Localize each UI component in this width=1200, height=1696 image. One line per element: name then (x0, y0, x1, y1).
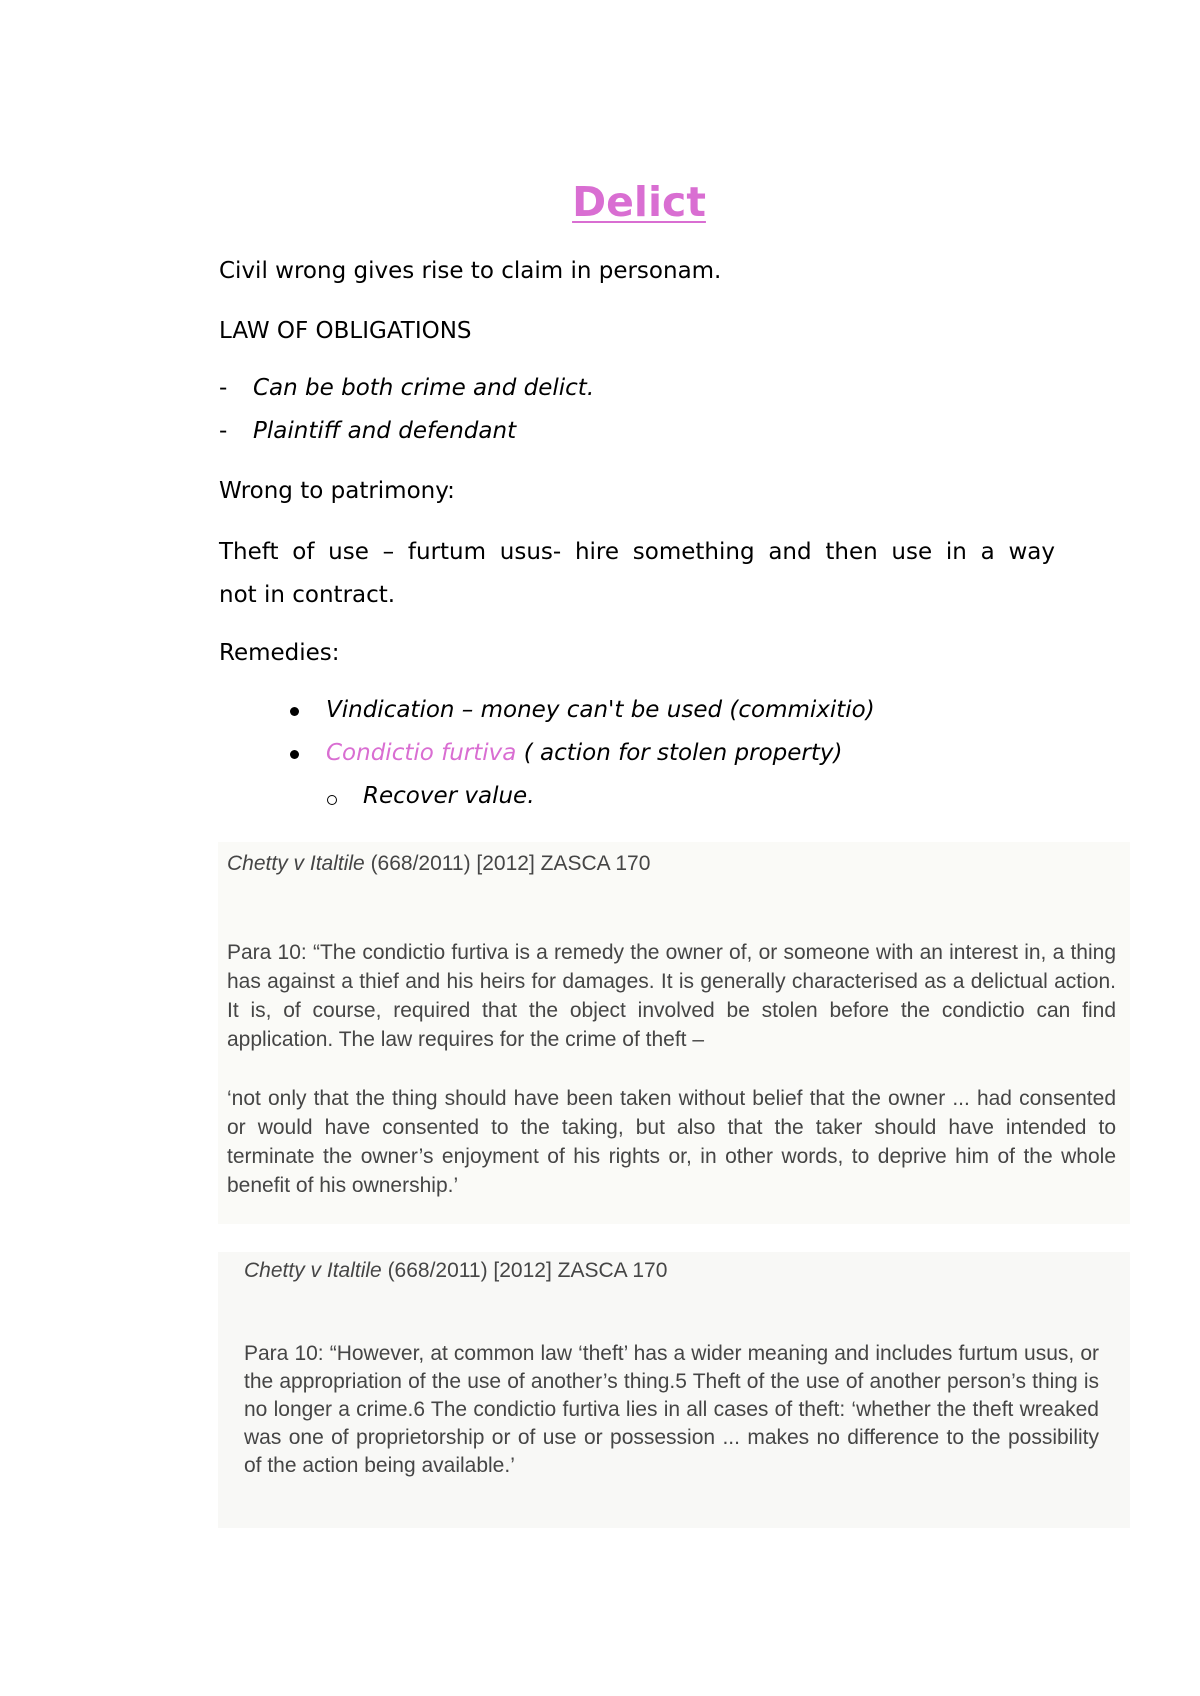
bullet-dot-icon (290, 707, 299, 716)
case-quote-text (244, 1340, 1099, 1480)
dash-item: Can be both crime and delict. (253, 375, 595, 401)
section-heading: LAW OF OBLIGATIONS (219, 318, 472, 344)
remedies-heading: Remedies: (219, 640, 340, 666)
remedy-item-condictio (326, 740, 842, 768)
case-quote-image-1 (218, 842, 1130, 1224)
case-quote-text (227, 938, 1116, 1200)
case-name: Chetty v Italtile (244, 1259, 382, 1282)
case-citation (227, 851, 650, 876)
intro-text: Civil wrong gives rise to claim in personam. (219, 258, 722, 284)
case-name: Chetty v Italtile (227, 852, 365, 875)
remedy-item-vindication: Vindication – money can't be used (commixitio) (326, 697, 875, 723)
dash-bullet: - (219, 418, 228, 444)
case-reference: (668/2011) [2012] ZASCA 170 (381, 1259, 668, 1282)
condictio-furtiva-highlight: Condictio furtiva (326, 740, 517, 766)
dash-bullet: - (219, 375, 228, 401)
patrimony-heading: Wrong to patrimony: (219, 478, 455, 504)
case-quote-image-2 (218, 1252, 1130, 1528)
bullet-dot-icon (290, 750, 299, 759)
sub-remedy-item: Recover value. (363, 783, 535, 809)
case-reference: (668/2011) [2012] ZASCA 170 (364, 852, 651, 875)
sub-bullet-circle-icon (327, 795, 337, 805)
quote-paragraph: Para 10: “However, at common law ‘theft’ has a wider meaning and includes furtum usus, or the appropriation of the use of another’s thing.5 Theft of the use of another person’s thing is no longer a crime.6 The condictio furtiva lies in all cases of theft: ‘whether the theft wreaked was one of proprietorship or of use or possession ... makes no difference to the possibility of the action being available.’ (244, 1342, 1099, 1477)
document-title: Delict (572, 178, 706, 226)
quote-paragraph: ‘not only that the thing should have been taken without belief that the owner ... had consented or would have consented to the taking, but also that the taker should have intended to terminate the owner’s enjoyment of his rights or, in other words, to deprive him of the whole benefit of his ownership.’ (227, 1087, 1116, 1197)
theft-paragraph-line1: Theft of use – furtum usus- hire something and then use in a way (219, 539, 1055, 565)
theft-paragraph-line2: not in contract. (219, 582, 396, 608)
condictio-furtiva-description: ( action for stolen property) (516, 740, 843, 766)
quote-paragraph: Para 10: “The condictio furtiva is a remedy the owner of, or someone with an interest in, a thing has against a thief and his heirs for damages. It is generally characterised as a delictual action. It is, of course, required that the object involved be stolen before the condictio can find application. The law requires for the crime of theft – (227, 941, 1116, 1051)
case-citation (244, 1258, 667, 1283)
dash-item: Plaintiff and defendant (253, 418, 517, 444)
